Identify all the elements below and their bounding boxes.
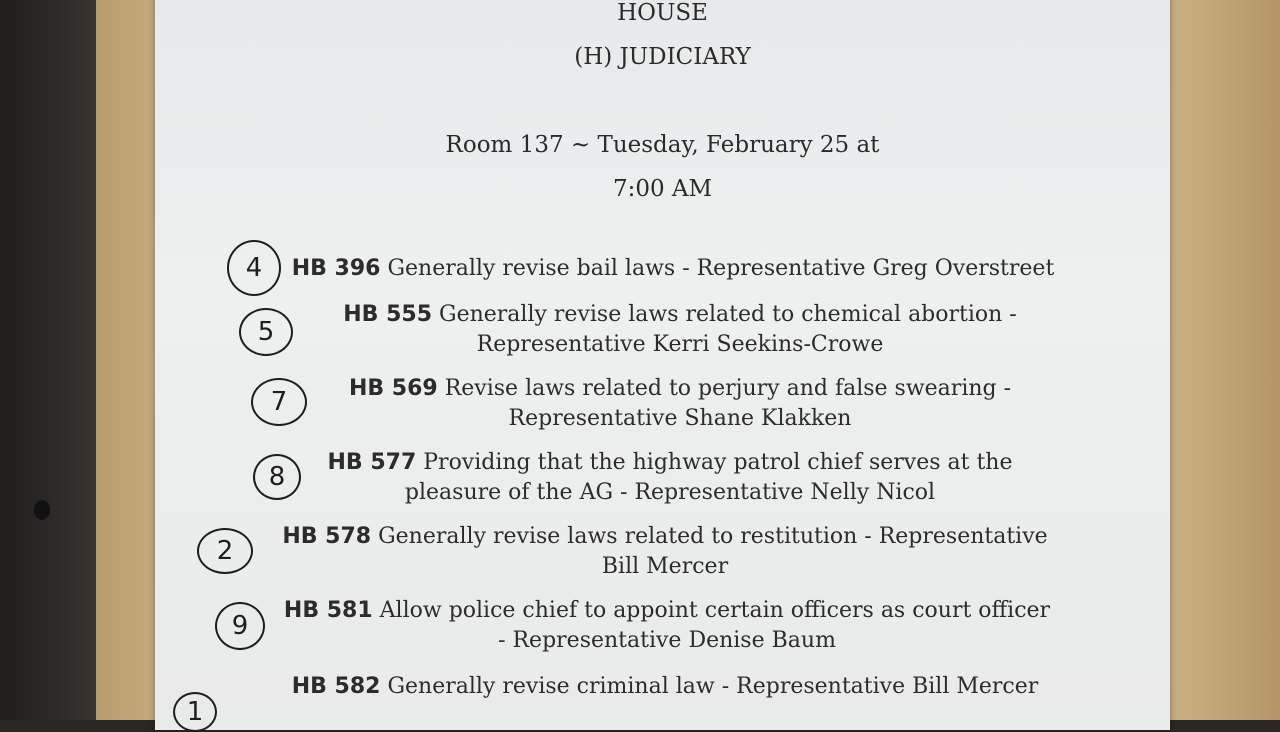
bill-sponsor: Bill Mercer [601, 554, 729, 579]
bill-number: HB 396 [291, 256, 381, 281]
chamber-heading: HOUSE [617, 0, 708, 26]
bill-title: Allow police chief to appoint certain officers as court officer [372, 598, 1051, 623]
bill-entry [330, 300, 1030, 360]
bill-entry [288, 254, 1058, 284]
meeting-time: 7:00 AM [612, 176, 713, 202]
handwritten-order-mark: 7 [251, 378, 307, 426]
agenda-paper [155, 0, 1170, 730]
handwritten-order-mark: 4 [227, 240, 281, 296]
committee-heading: (H) JUDICIARY [574, 44, 751, 70]
bill-entry [280, 522, 1050, 582]
bill-title: Generally revise laws related to chemical abortion - [432, 302, 1017, 327]
bill-entry [320, 448, 1020, 508]
bill-title: Generally revise criminal law - Representative Bill Mercer [380, 674, 1039, 699]
bill-sponsor: - Representative Denise Baum [498, 628, 836, 653]
bill-title: Providing that the highway patrol chief serves at the [416, 450, 1013, 475]
bill-number: HB 581 [283, 598, 373, 623]
bill-title: Generally revise bail laws - Representative Greg Overstreet [380, 256, 1055, 281]
handwritten-order-mark: 9 [215, 602, 265, 650]
bill-number: HB 555 [343, 302, 433, 327]
handwritten-order-mark: 8 [253, 454, 301, 500]
door-frame [0, 0, 100, 720]
room-date: Room 137 ~ Tuesday, February 25 at [445, 132, 880, 158]
bill-entry [285, 672, 1045, 702]
handwritten-order-mark: 1 [173, 692, 217, 732]
bill-number: HB 582 [291, 674, 381, 699]
door-hole [34, 500, 50, 520]
bill-sponsor: pleasure of the AG - Representative Nelly Nicol [404, 480, 936, 505]
bill-title: Generally revise laws related to restitution - Representative [371, 524, 1048, 549]
bill-number: HB 578 [282, 524, 372, 549]
bill-title: Revise laws related to perjury and false swearing - [437, 376, 1012, 401]
bill-entry [335, 374, 1025, 434]
handwritten-order-mark: 2 [197, 528, 253, 574]
bill-number: HB 577 [327, 450, 417, 475]
bill-entry [277, 596, 1057, 656]
bill-sponsor: Representative Kerri Seekins-Crowe [476, 332, 884, 357]
bill-number: HB 569 [348, 376, 438, 401]
bill-sponsor: Representative Shane Klakken [508, 406, 852, 431]
handwritten-order-mark: 5 [239, 308, 293, 356]
